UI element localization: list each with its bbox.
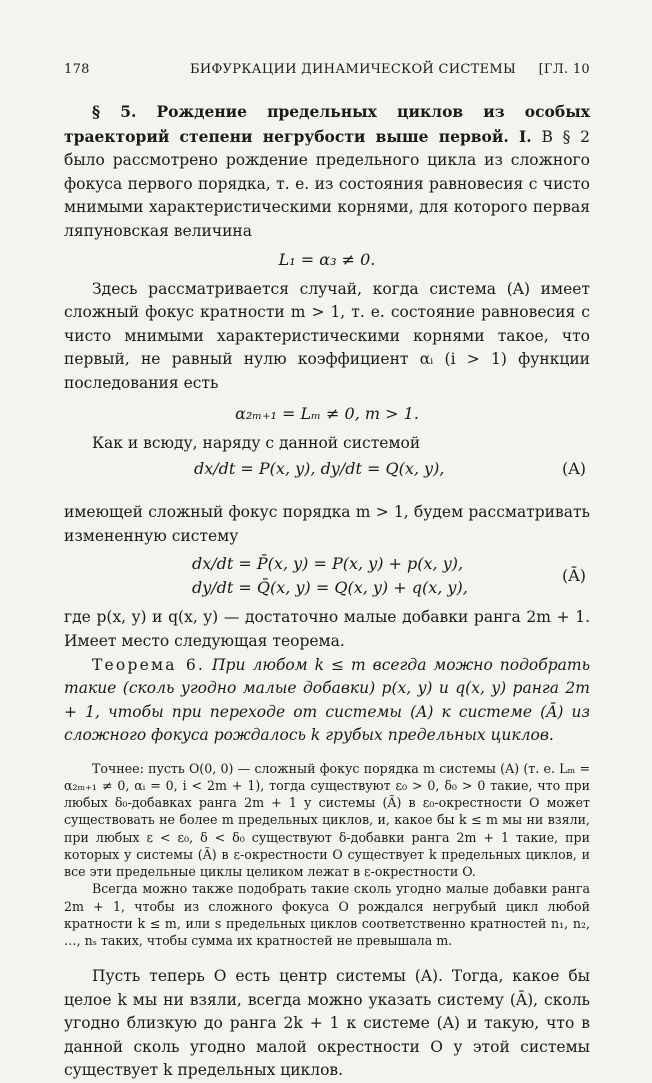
theorem-label: Теорема 6. [92,655,206,674]
paragraph-system-intro: Как и всюду, наряду с данной системой [92,433,421,452]
paragraph-case: Здесь рассматривается случай, когда система (A) имеет сложный фокус кратности m > 1, т. е. состояние равновесия с чисто мнимыми характеристическими корнями такое, что первый, не равный нулю коэффициент αᵢ (i > 1) функции последования есть [64,279,590,392]
running-title: БИФУРКАЦИИ ДИНАМИЧЕСКОЙ СИСТЕМЫ [190,62,517,77]
system-a-tag: (A) [561,459,586,479]
paragraph-modified-system: имеющей сложный фокус порядка m > 1, будем рассматривать измененную систему [64,503,590,545]
page-body [64,100,590,1083]
note-precise: Точнее: пусть O(0, 0) — сложный фокус порядка m системы (A) (т. е. Lₘ = α₂ₘ₊₁ ≠ 0, αᵢ = 0, i < 2m + 1), тогда существуют ε₀ > 0, δ₀ > 0 такие, что при любых δ₀-добавках ранга 2m + 1 у системы (Ã) в ε₀-окрестности O может существовать не более m предельных циклов, и, какое бы k ≤ m мы ни взяли, при любых ε < ε₀, δ < δ₀ существуют δ-добавки ранга 2m + 1 такие, при которых у системы (Ã) в ε-окрестности O существует k предельных циклов, и все эти предельные циклы целиком лежат в ε-окрестности O. [64,760,590,880]
theorem-6 [64,654,590,748]
section-heading: § 5. Рождение предельных циклов из особых траекторий степени негрубости выше первой. I. [64,102,590,146]
section-intro: В § 2 было рассмотрено рождение предельного цикла из сложного фокуса первого порядка, т. е. из состояния равновесия с чисто мнимыми характеристическими корнями, для которого первая ляпуновская величина [64,127,590,240]
paragraph-center: Пусть теперь O есть центр системы (A). Тогда, какое бы целое k мы ни взяли, всегда можно указать систему (Ā), сколь угодно близкую до ранга 2k + 1 к системе (A) и такую, что в данной сколь угодно малой окрестности O у этой системы существует k предельных циклов. [64,967,590,1080]
paragraph-perturbations: где p(x, y) и q(x, y) — достаточно малые добавки ранга 2m + 1. Имеет место следующая теорема. [64,608,590,650]
page-number: 178 [64,62,90,77]
system-a-formula: dx/dt = P(x, y), dy/dt = Q(x, y), [194,459,445,479]
equation-alpha: α₂ₘ₊₁ = Lₘ ≠ 0, m > 1. [235,403,419,423]
system-abar-tag: (Ā) [561,566,586,586]
system-abar-line1: dx/dt = P̄(x, y) = P(x, y) + p(x, y), [192,554,464,574]
chapter-label: [ГЛ. 10 [538,62,590,77]
equation-l1: L₁ = α₃ ≠ 0. [278,249,376,269]
equation-system-a [64,457,590,481]
equation-system-abar [64,552,590,600]
section-paragraph [64,100,590,244]
system-abar-line2: dy/dt = Q̄(x, y) = Q(x, y) + q(x, y), [192,578,468,598]
note-multiplicity: Всегда можно также подобрать такие сколь угодно малые добавки ранга 2m + 1, чтобы из сложного фокуса O рождался негрубый цикл любой кратности k ≤ m, или s предельных циклов соответственно кратностей n₁, n₂, …, nₛ таких, чтобы сумма их кратностей не превышала m. [64,881,590,948]
theorem-text: При любом k ≤ m всегда можно подобрать такие (сколь угодно малые добавки) p(x, y) и q(x, y) ранга 2m + 1, чтобы при переходе от системы (A) к системе (Ā) из сложного фокуса рождалось k грубых предельных циклов. [64,655,591,745]
smallprint-block [64,760,590,949]
